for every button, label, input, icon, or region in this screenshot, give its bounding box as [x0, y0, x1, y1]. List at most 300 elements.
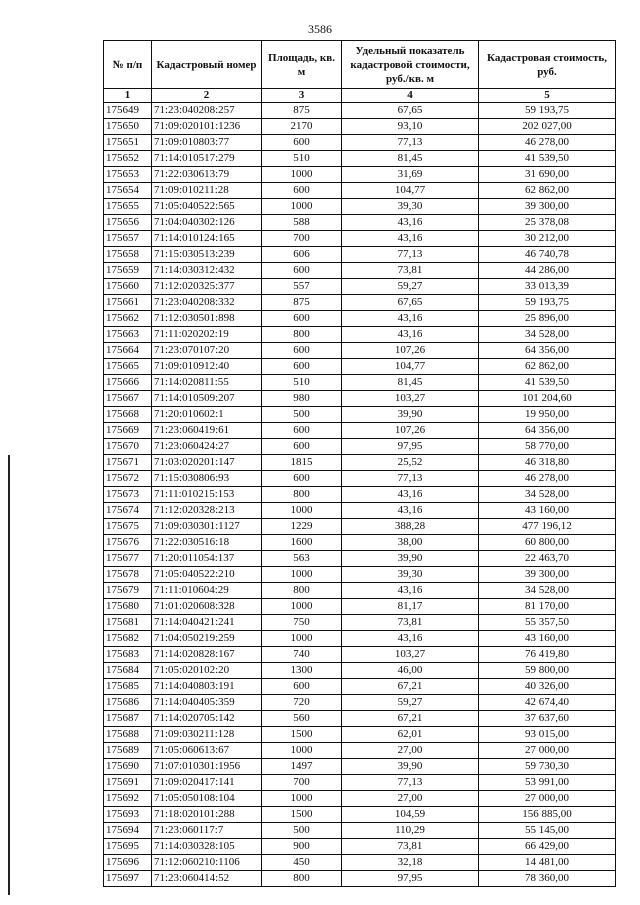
area-cell: 500 [262, 407, 342, 423]
cadastral-number-cell: 71:14:040421:241 [152, 615, 262, 631]
area-cell: 700 [262, 775, 342, 791]
cadastral-number-cell: 71:14:040405:359 [152, 695, 262, 711]
cadastral-number-cell: 71:22:030613:79 [152, 167, 262, 183]
cadastral-number-cell: 71:09:020101:1236 [152, 119, 262, 135]
cadastral-value-cell: 66 429,00 [479, 839, 616, 855]
table-row [104, 247, 616, 263]
unit-value-cell: 62,01 [342, 727, 479, 743]
unit-value-cell: 43,16 [342, 487, 479, 503]
area-cell: 1000 [262, 567, 342, 583]
area-cell: 740 [262, 647, 342, 663]
row-number-cell: 175682 [104, 631, 152, 647]
row-number-cell: 175673 [104, 487, 152, 503]
cadastral-number-cell: 71:15:030806:93 [152, 471, 262, 487]
unit-value-cell: 77,13 [342, 471, 479, 487]
table-row [104, 471, 616, 487]
unit-value-cell: 107,26 [342, 423, 479, 439]
cadastral-number-cell: 71:23:060419:61 [152, 423, 262, 439]
area-cell: 1000 [262, 167, 342, 183]
cadastral-number-cell: 71:14:010517:279 [152, 151, 262, 167]
area-cell: 875 [262, 103, 342, 119]
area-cell: 557 [262, 279, 342, 295]
cadastral-number-cell: 71:15:030513:239 [152, 247, 262, 263]
table-row [104, 711, 616, 727]
cadastral-number-cell: 71:09:020417:141 [152, 775, 262, 791]
cadastral-number-cell: 71:11:020202:19 [152, 327, 262, 343]
cadastral-value-cell: 156 885,00 [479, 807, 616, 823]
table-row [104, 759, 616, 775]
unit-value-cell: 67,65 [342, 103, 479, 119]
table-row [104, 615, 616, 631]
cadastral-number-cell: 71:20:011054:137 [152, 551, 262, 567]
unit-value-cell: 32,18 [342, 855, 479, 871]
table-row [104, 487, 616, 503]
cadastral-number-cell: 71:22:030516:18 [152, 535, 262, 551]
table-row [104, 263, 616, 279]
area-cell: 800 [262, 583, 342, 599]
area-cell: 900 [262, 839, 342, 855]
area-cell: 700 [262, 231, 342, 247]
table-row [104, 439, 616, 455]
area-cell: 875 [262, 295, 342, 311]
cadastral-number-cell: 71:07:010301:1956 [152, 759, 262, 775]
cadastral-number-cell: 71:23:040208:257 [152, 103, 262, 119]
unit-value-cell: 81,17 [342, 599, 479, 615]
area-cell: 600 [262, 471, 342, 487]
cadastral-value-cell: 81 170,00 [479, 599, 616, 615]
cadastral-value-cell: 34 528,00 [479, 583, 616, 599]
row-number-cell: 175669 [104, 423, 152, 439]
table-row [104, 551, 616, 567]
cadastral-value-cell: 46 318,80 [479, 455, 616, 471]
area-cell: 588 [262, 215, 342, 231]
cadastral-number-cell: 71:23:060424:27 [152, 439, 262, 455]
area-cell: 563 [262, 551, 342, 567]
cadastral-number-cell: 71:05:060613:67 [152, 743, 262, 759]
cadastral-value-cell: 30 212,00 [479, 231, 616, 247]
cadastral-number-cell: 71:23:070107:20 [152, 343, 262, 359]
unit-value-cell: 39,90 [342, 407, 479, 423]
cadastral-number-cell: 71:12:020325:377 [152, 279, 262, 295]
cadastral-number-cell: 71:05:040522:210 [152, 567, 262, 583]
cadastral-value-cell: 27 000,00 [479, 791, 616, 807]
cadastral-value-cell: 55 145,00 [479, 823, 616, 839]
row-number-cell: 175668 [104, 407, 152, 423]
unit-value-cell: 27,00 [342, 743, 479, 759]
cadastral-number-cell: 71:14:030312:432 [152, 263, 262, 279]
column-number-row [104, 89, 616, 103]
unit-value-cell: 103,27 [342, 391, 479, 407]
table-row [104, 535, 616, 551]
column-number: 2 [152, 89, 262, 103]
row-number-cell: 175692 [104, 791, 152, 807]
unit-value-cell: 43,16 [342, 215, 479, 231]
row-number-cell: 175695 [104, 839, 152, 855]
area-cell: 600 [262, 423, 342, 439]
area-cell: 600 [262, 439, 342, 455]
row-number-cell: 175662 [104, 311, 152, 327]
unit-value-cell: 104,77 [342, 183, 479, 199]
area-cell: 980 [262, 391, 342, 407]
unit-value-cell: 81,45 [342, 375, 479, 391]
unit-value-cell: 388,28 [342, 519, 479, 535]
cadastral-number-cell: 71:14:030328:105 [152, 839, 262, 855]
cadastral-value-cell: 33 013,39 [479, 279, 616, 295]
row-number-cell: 175651 [104, 135, 152, 151]
area-cell: 600 [262, 359, 342, 375]
unit-value-cell: 25,52 [342, 455, 479, 471]
cadastral-value-cell: 53 991,00 [479, 775, 616, 791]
area-cell: 600 [262, 263, 342, 279]
cadastral-value-cell: 64 356,00 [479, 343, 616, 359]
cadastral-value-cell: 43 160,00 [479, 503, 616, 519]
table-row [104, 455, 616, 471]
cadastral-number-cell: 71:23:060414:52 [152, 871, 262, 887]
area-cell: 1000 [262, 791, 342, 807]
area-cell: 510 [262, 375, 342, 391]
table-row [104, 295, 616, 311]
unit-value-cell: 67,21 [342, 711, 479, 727]
row-number-cell: 175665 [104, 359, 152, 375]
unit-value-cell: 93,10 [342, 119, 479, 135]
table-row [104, 567, 616, 583]
area-cell: 450 [262, 855, 342, 871]
cadastral-value-cell: 27 000,00 [479, 743, 616, 759]
row-number-cell: 175681 [104, 615, 152, 631]
cadastral-value-cell: 42 674,40 [479, 695, 616, 711]
unit-value-cell: 77,13 [342, 135, 479, 151]
cadastral-value-cell: 37 637,60 [479, 711, 616, 727]
unit-value-cell: 77,13 [342, 775, 479, 791]
table-row [104, 167, 616, 183]
unit-value-cell: 107,26 [342, 343, 479, 359]
row-number-cell: 175654 [104, 183, 152, 199]
cadastral-number-cell: 71:09:010211:28 [152, 183, 262, 199]
table-row [104, 519, 616, 535]
area-cell: 600 [262, 343, 342, 359]
area-cell: 1000 [262, 199, 342, 215]
row-number-cell: 175693 [104, 807, 152, 823]
cadastral-value-cell: 64 356,00 [479, 423, 616, 439]
header-cadastral-value: Кадастровая стоимость, руб. [479, 41, 616, 89]
unit-value-cell: 43,16 [342, 311, 479, 327]
cadastral-value-cell: 46 278,00 [479, 471, 616, 487]
table-row [104, 135, 616, 151]
cadastral-number-cell: 71:14:010124:165 [152, 231, 262, 247]
unit-value-cell: 73,81 [342, 263, 479, 279]
table-row [104, 503, 616, 519]
row-number-cell: 175683 [104, 647, 152, 663]
table-row [104, 199, 616, 215]
row-number-cell: 175680 [104, 599, 152, 615]
scan-edge-mark [8, 455, 10, 895]
cadastral-value-cell: 39 300,00 [479, 199, 616, 215]
table-row [104, 183, 616, 199]
cadastral-number-cell: 71:23:060117:7 [152, 823, 262, 839]
row-number-cell: 175690 [104, 759, 152, 775]
table-row [104, 871, 616, 887]
header-cadastral-number: Кадастровый номер [152, 41, 262, 89]
area-cell: 600 [262, 311, 342, 327]
table-row [104, 343, 616, 359]
cadastral-value-cell: 19 950,00 [479, 407, 616, 423]
table-row [104, 791, 616, 807]
unit-value-cell: 43,16 [342, 327, 479, 343]
table-row [104, 807, 616, 823]
cadastral-number-cell: 71:14:020828:167 [152, 647, 262, 663]
cadastral-number-cell: 71:09:030211:128 [152, 727, 262, 743]
unit-value-cell: 73,81 [342, 615, 479, 631]
cadastral-value-cell: 25 378,08 [479, 215, 616, 231]
cadastral-value-cell: 62 862,00 [479, 183, 616, 199]
cadastral-number-cell: 71:18:020101:288 [152, 807, 262, 823]
row-number-cell: 175675 [104, 519, 152, 535]
area-cell: 1000 [262, 631, 342, 647]
unit-value-cell: 81,45 [342, 151, 479, 167]
table-row [104, 679, 616, 695]
unit-value-cell: 59,27 [342, 695, 479, 711]
unit-value-cell: 39,30 [342, 567, 479, 583]
area-cell: 750 [262, 615, 342, 631]
cadastral-number-cell: 71:01:020608:328 [152, 599, 262, 615]
table-row [104, 775, 616, 791]
cadastral-number-cell: 71:14:040803:191 [152, 679, 262, 695]
row-number-cell: 175676 [104, 535, 152, 551]
table-row [104, 743, 616, 759]
table-row [104, 311, 616, 327]
area-cell: 500 [262, 823, 342, 839]
cadastral-value-cell: 58 770,00 [479, 439, 616, 455]
cadastral-value-cell: 22 463,70 [479, 551, 616, 567]
row-number-cell: 175659 [104, 263, 152, 279]
row-number-cell: 175667 [104, 391, 152, 407]
unit-value-cell: 38,00 [342, 535, 479, 551]
unit-value-cell: 43,16 [342, 583, 479, 599]
row-number-cell: 175691 [104, 775, 152, 791]
cadastral-number-cell: 71:09:030301:1127 [152, 519, 262, 535]
column-number: 1 [104, 89, 152, 103]
cadastral-number-cell: 71:04:040302:126 [152, 215, 262, 231]
unit-value-cell: 27,00 [342, 791, 479, 807]
table-row [104, 823, 616, 839]
unit-value-cell: 110,29 [342, 823, 479, 839]
cadastral-number-cell: 71:05:040522:565 [152, 199, 262, 215]
row-number-cell: 175655 [104, 199, 152, 215]
cadastral-value-cell: 46 740,78 [479, 247, 616, 263]
cadastral-number-cell: 71:04:050219:259 [152, 631, 262, 647]
unit-value-cell: 104,77 [342, 359, 479, 375]
area-cell: 600 [262, 135, 342, 151]
table-row [104, 231, 616, 247]
area-cell: 720 [262, 695, 342, 711]
cadastral-value-cell: 34 528,00 [479, 487, 616, 503]
table-row [104, 727, 616, 743]
cadastral-value-cell: 31 690,00 [479, 167, 616, 183]
table-header-row [104, 41, 616, 89]
area-cell: 1000 [262, 599, 342, 615]
cadastral-number-cell: 71:09:010912:40 [152, 359, 262, 375]
unit-value-cell: 97,95 [342, 439, 479, 455]
area-cell: 2170 [262, 119, 342, 135]
table-row [104, 215, 616, 231]
cadastral-value-cell: 78 360,00 [479, 871, 616, 887]
cadastral-number-cell: 71:14:020705:142 [152, 711, 262, 727]
cadastral-value-cell: 41 539,50 [479, 375, 616, 391]
row-number-cell: 175688 [104, 727, 152, 743]
cadastral-value-cell: 46 278,00 [479, 135, 616, 151]
unit-value-cell: 77,13 [342, 247, 479, 263]
table-row [104, 599, 616, 615]
cadastral-value-cell: 76 419,80 [479, 647, 616, 663]
cadastral-number-cell: 71:05:020102:20 [152, 663, 262, 679]
cadastral-value-cell: 41 539,50 [479, 151, 616, 167]
area-cell: 800 [262, 871, 342, 887]
cadastral-value-cell: 14 481,00 [479, 855, 616, 871]
row-number-cell: 175672 [104, 471, 152, 487]
unit-value-cell: 59,27 [342, 279, 479, 295]
area-cell: 510 [262, 151, 342, 167]
row-number-cell: 175666 [104, 375, 152, 391]
area-cell: 1229 [262, 519, 342, 535]
cadastral-value-cell: 60 800,00 [479, 535, 616, 551]
area-cell: 1815 [262, 455, 342, 471]
row-number-cell: 175663 [104, 327, 152, 343]
row-number-cell: 175685 [104, 679, 152, 695]
area-cell: 600 [262, 183, 342, 199]
row-number-cell: 175649 [104, 103, 152, 119]
table-row [104, 151, 616, 167]
cadastral-value-cell: 43 160,00 [479, 631, 616, 647]
cadastral-number-cell: 71:05:050108:104 [152, 791, 262, 807]
column-number: 5 [479, 89, 616, 103]
cadastral-value-cell: 59 800,00 [479, 663, 616, 679]
area-cell: 1497 [262, 759, 342, 775]
unit-value-cell: 43,16 [342, 231, 479, 247]
table-row [104, 631, 616, 647]
cadastral-number-cell: 71:14:010509:207 [152, 391, 262, 407]
table-row [104, 279, 616, 295]
row-number-cell: 175670 [104, 439, 152, 455]
row-number-cell: 175661 [104, 295, 152, 311]
unit-value-cell: 43,16 [342, 503, 479, 519]
cadastral-number-cell: 71:12:030501:898 [152, 311, 262, 327]
cadastral-number-cell: 71:14:020811:55 [152, 375, 262, 391]
row-number-cell: 175652 [104, 151, 152, 167]
table-row [104, 855, 616, 871]
unit-value-cell: 43,16 [342, 631, 479, 647]
page-number: 3586 [308, 22, 332, 36]
row-number-cell: 175657 [104, 231, 152, 247]
area-cell: 606 [262, 247, 342, 263]
row-number-cell: 175696 [104, 855, 152, 871]
cadastral-value-cell: 25 896,00 [479, 311, 616, 327]
row-number-cell: 175660 [104, 279, 152, 295]
unit-value-cell: 103,27 [342, 647, 479, 663]
unit-value-cell: 67,21 [342, 679, 479, 695]
area-cell: 1600 [262, 535, 342, 551]
header-unit-value: Удельный показатель кадастровой стоимости, руб./кв. м [342, 41, 479, 89]
row-number-cell: 175653 [104, 167, 152, 183]
area-cell: 1500 [262, 807, 342, 823]
row-number-cell: 175658 [104, 247, 152, 263]
table-row [104, 359, 616, 375]
cadastral-value-cell: 93 015,00 [479, 727, 616, 743]
area-cell: 1300 [262, 663, 342, 679]
unit-value-cell: 73,81 [342, 839, 479, 855]
cadastral-value-cell: 101 204,60 [479, 391, 616, 407]
cadastral-value-cell: 62 862,00 [479, 359, 616, 375]
column-number: 3 [262, 89, 342, 103]
row-number-cell: 175687 [104, 711, 152, 727]
cadastral-number-cell: 71:11:010215:153 [152, 487, 262, 503]
table-row [104, 327, 616, 343]
table-row [104, 663, 616, 679]
cadastral-value-cell: 39 300,00 [479, 567, 616, 583]
row-number-cell: 175656 [104, 215, 152, 231]
cadastral-value-cell: 44 286,00 [479, 263, 616, 279]
column-number: 4 [342, 89, 479, 103]
row-number-cell: 175679 [104, 583, 152, 599]
table-row [104, 583, 616, 599]
table-row [104, 647, 616, 663]
row-number-cell: 175678 [104, 567, 152, 583]
header-row-number: № п/п [104, 41, 152, 89]
unit-value-cell: 67,65 [342, 295, 479, 311]
row-number-cell: 175677 [104, 551, 152, 567]
row-number-cell: 175686 [104, 695, 152, 711]
unit-value-cell: 104,59 [342, 807, 479, 823]
header-area: Площадь, кв. м [262, 41, 342, 89]
cadastral-value-cell: 55 357,50 [479, 615, 616, 631]
row-number-cell: 175689 [104, 743, 152, 759]
area-cell: 1000 [262, 743, 342, 759]
cadastral-number-cell: 71:12:020328:213 [152, 503, 262, 519]
area-cell: 800 [262, 327, 342, 343]
table-row [104, 119, 616, 135]
cadastral-number-cell: 71:03:020201:147 [152, 455, 262, 471]
unit-value-cell: 39,90 [342, 551, 479, 567]
table-row [104, 695, 616, 711]
cadastral-value-cell: 59 193,75 [479, 103, 616, 119]
cadastral-value-cell: 59 193,75 [479, 295, 616, 311]
unit-value-cell: 31,69 [342, 167, 479, 183]
cadastral-value-cell: 477 196,12 [479, 519, 616, 535]
cadastral-value-cell: 34 528,00 [479, 327, 616, 343]
table-row [104, 407, 616, 423]
row-number-cell: 175684 [104, 663, 152, 679]
cadastral-value-cell: 40 326,00 [479, 679, 616, 695]
unit-value-cell: 46,00 [342, 663, 479, 679]
cadastral-number-cell: 71:20:010602:1 [152, 407, 262, 423]
table-row [104, 375, 616, 391]
row-number-cell: 175671 [104, 455, 152, 471]
area-cell: 560 [262, 711, 342, 727]
unit-value-cell: 39,90 [342, 759, 479, 775]
cadastral-value-cell: 59 730,30 [479, 759, 616, 775]
area-cell: 600 [262, 679, 342, 695]
table-row [104, 423, 616, 439]
row-number-cell: 175650 [104, 119, 152, 135]
table-row [104, 103, 616, 119]
table-body [104, 103, 616, 887]
area-cell: 1500 [262, 727, 342, 743]
area-cell: 800 [262, 487, 342, 503]
cadastral-number-cell: 71:09:010803:77 [152, 135, 262, 151]
unit-value-cell: 97,95 [342, 871, 479, 887]
area-cell: 1000 [262, 503, 342, 519]
row-number-cell: 175664 [104, 343, 152, 359]
cadastral-value-cell: 202 027,00 [479, 119, 616, 135]
